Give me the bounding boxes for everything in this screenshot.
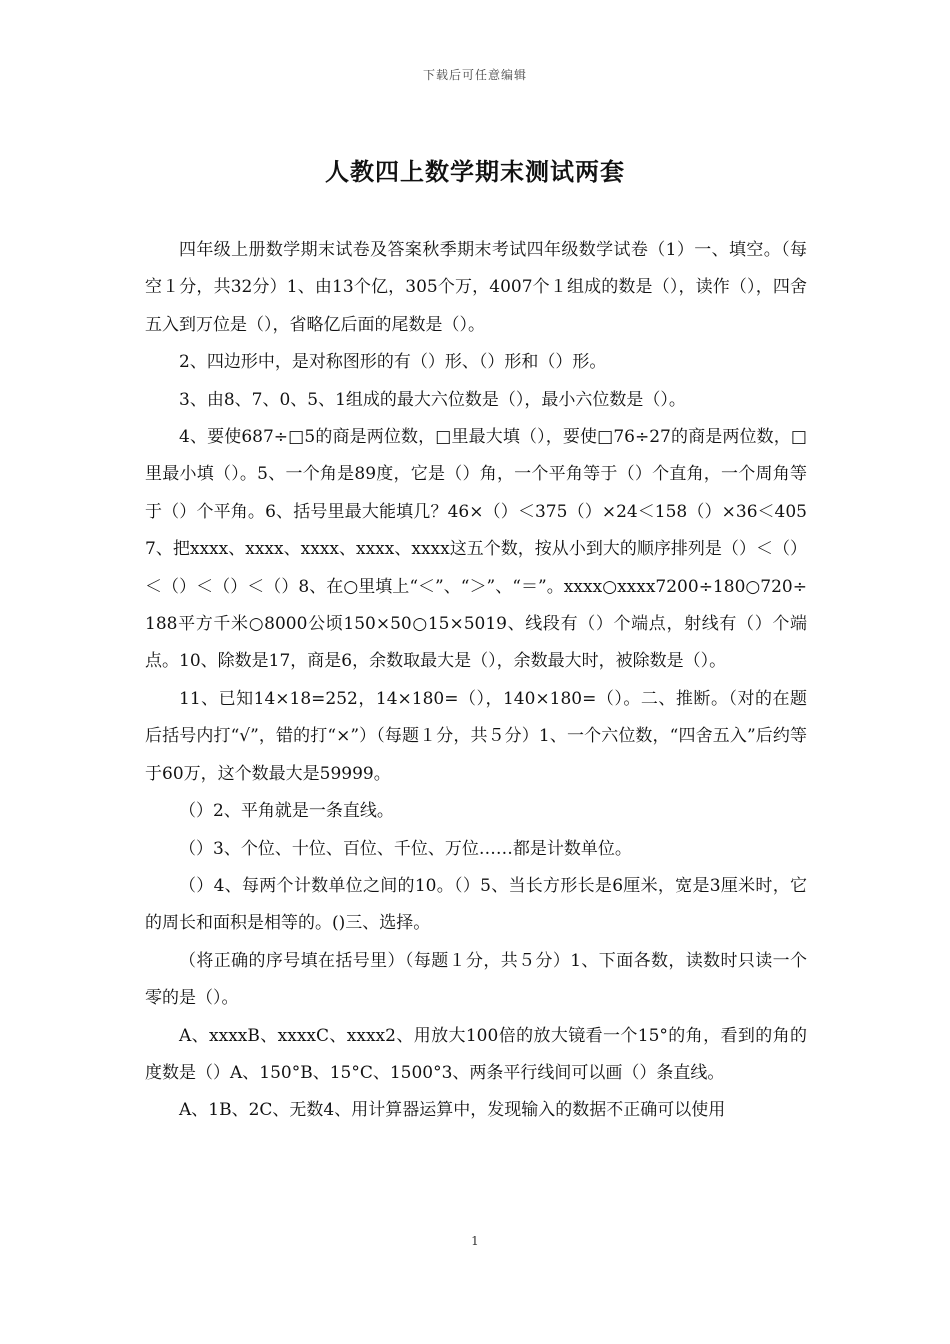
paragraph: 四年级上册数学期末试卷及答案秋季期末考试四年级数学试卷（1）一、填空。（每空１分，共32分）1、由13个亿，305个万，4007个１组成的数是（），读作（），四舍五入到万位是（），省略亿后面的尾数是（）。 [145, 240, 807, 335]
document-title: 人教四上数学期末测试两套 [325, 157, 625, 186]
paragraph: 2、四边形中，是对称图形的有（）形、（）形和（）形。 [179, 352, 607, 373]
paragraph: （）3、个位、十位、百位、千位、万位……都是计数单位。 [179, 838, 632, 859]
paragraph: A、1B、2C、无数4、用计算器运算中，发现输入的数据不正确可以使用 [179, 1100, 726, 1121]
paragraph: （）4、每两个计数单位之间的10。（）5、当长方形长是6厘米，宽是3厘米时，它的周长和面积是相等的。()三、选择。 [145, 875, 807, 934]
page-number: 1 [471, 1234, 479, 1248]
document-body [145, 232, 807, 1130]
paragraph: 11、已知14×18=252，14×180=（），140×180=（）。二、推断。（对的在题后括号内打“√”，错的打“×”）（每题１分，共５分）1、一个六位数，“四舍五入”后约等于60万，这个数最大是59999。 [145, 688, 807, 784]
paragraph: 4、要使687÷□5的商是两位数，□里最大填（），要使□76÷27的商是两位数，□里最小填（）。5、一个角是89度，它是（）角，一个平角等于（）个直角，一个周角等于（）个平角。6、括号里最大能填几？46×（）＜375（）×24＜158（）×36＜4057、把xxxx、xxxx、xxxx、xxxx、xxxx这五个数，按从小到大的顺序排列是（）＜（）＜（）＜（）＜（）8、在○里填上“＜”、“＞”、“＝”。xxxx○xxxx7200÷180○720÷188平方千米○8000公顷150×50○15×5019、线段有（）个端点，射线有（）个端点。10、除数是17，商是6，余数取最大是（），余数最大时，被除数是（）。 [145, 427, 807, 672]
paragraph: 3、由8、7、0、5、1组成的最大六位数是（），最小六位数是（）。 [179, 389, 686, 410]
paragraph: A、xxxxB、xxxxC、xxxx2、用放大100倍的放大镜看一个15°的角，看到的角的度数是（）A、150°B、15°C、1500°3、两条平行线间可以画（）条直线。 [145, 1025, 807, 1083]
paragraph: （）2、平角就是一条直线。 [179, 801, 394, 822]
paragraph: （将正确的序号填在括号里）（每题１分，共５分）1、下面各数，读数时只读一个零的是（）。 [145, 950, 807, 1009]
page-header-note: 下载后可任意编辑 [422, 68, 527, 82]
